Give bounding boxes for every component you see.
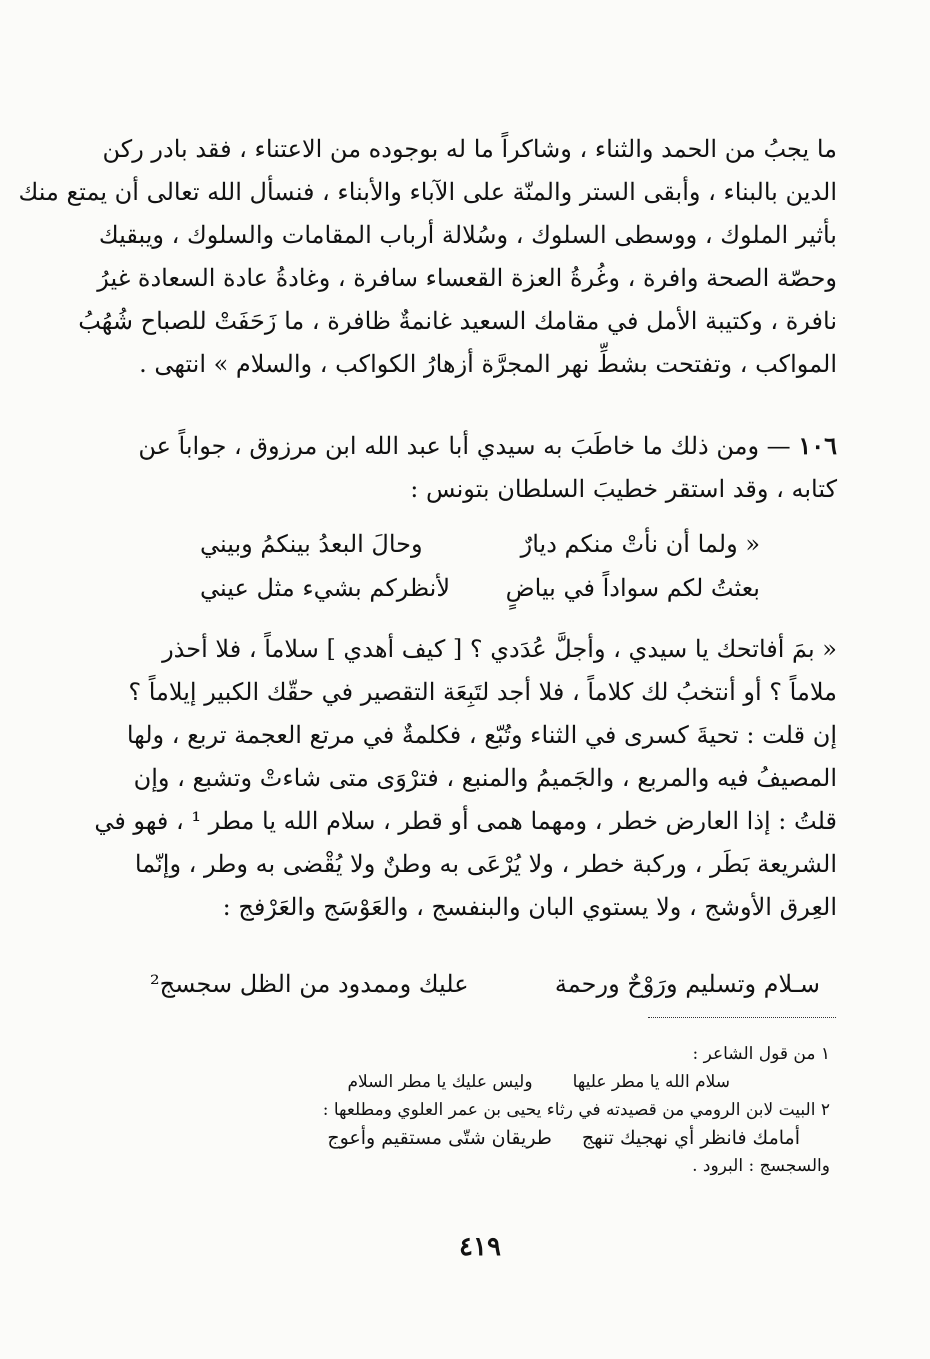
text-line: العِرق الأوشج ، ولا يستوي البان والبنفسج ، والعَوْسَج والعَرْفج :	[222, 893, 837, 921]
footnote-2-gloss: والسجسج : البرود .	[692, 1156, 830, 1176]
text-line: المصيفُ فيه والمربع ، والجَميمُ والمنبع ، فترْوَى متى شاءتْ وتشبع ، وإن	[133, 764, 837, 792]
second-hemistich: طريقان شتّى مستقيم وأعوج	[327, 1127, 552, 1149]
text-line: نافرة ، وكتيبة الأمل في مقامك السعيد غانمةٌ ظافرة ، ما زَحَفَتْ للصباح شُهُبُ	[78, 307, 837, 335]
text-line: الدين بالبناء ، وأبقى الستر والمنّة على الآباء والأبناء ، فنسأل الله تعالى أن يمتع منك	[18, 178, 837, 206]
paragraph-2	[132, 424, 837, 511]
text-line: بأثير الملوك ، ووسطى السلوك ، وسُلالة أرباب المقامات والسلوك ، ويبقيك	[98, 221, 837, 249]
section-number: ١٠٦	[798, 431, 837, 460]
second-hemistich: لأنظركم بشيء مثل عيني	[200, 574, 451, 602]
text-line: كتابه ، وقد استقر خطيبَ السلطان بتونس :	[410, 475, 837, 503]
verse-1	[200, 522, 760, 610]
verse-2	[150, 962, 820, 1006]
first-hemistich: بعثتُ لكم سواداً في بياضٍ	[505, 574, 760, 602]
footnote-separator	[648, 1017, 836, 1018]
text-line: المواكب ، وتفتحت بشطِّ نهر المجرَّة أزهارُ الكواكب ، والسلام » انتهى .	[139, 350, 837, 378]
first-hemistich: « ولما أن نأتْ منكم ديارٌ	[520, 530, 760, 558]
first-hemistich: سـلام وتسليم ورَوْحٌ ورحمة	[554, 970, 820, 998]
footnote-1-verse	[150, 1068, 830, 1096]
second-hemistich: وحالَ البعدُ بينكمُ وبيني	[200, 530, 423, 558]
paragraph-1	[18, 128, 837, 386]
paragraph-3	[94, 628, 837, 929]
first-hemistich: أمامك فانظر أي نهجيك تنهج	[581, 1127, 800, 1149]
verse-row	[200, 566, 760, 610]
footnote-1-intro: ١ من قول الشاعر :	[692, 1044, 830, 1064]
text-line: إن قلت : تحيةَ كسرى في الثناء وتُبّع ، فكلمةٌ في مرتع العجمة تربع ، ولها	[126, 721, 837, 749]
second-hemistich: وليس عليك يا مطر السلام	[347, 1072, 533, 1092]
text-line: قلتُ : إذا العارض خطر ، ومهما همى أو قطر ، سلام الله يا مطر ¹ ، فهو في	[94, 807, 837, 835]
text-fragment: — ومن ذلك ما خاطَبَ به سيدي أبا عبد الله ابن مرزوق ، جواباً عن	[138, 432, 791, 460]
verse-row	[150, 962, 820, 1006]
text-line: ملاماً ؟ أو أنتخبُ لك كلاماً ، فلا أجد لتَبِعَة التقصير في حقّك الكبير إيلاماً ؟	[128, 678, 837, 706]
text-line	[132, 424, 837, 468]
footnote-2-intro: ٢ البيت لابن الرومي من قصيدته في رثاء يحيى بن عمر العلوي ومطلعها :	[322, 1100, 830, 1120]
text-line: « بمَ أفاتحك يا سيدي ، وأجلَّ عُدَدي ؟ [ كيف أهدي ] سلاماً ، فلا أحذر	[162, 635, 837, 663]
second-hemistich: عليك وممدود من الظل سجسج²	[150, 970, 469, 998]
first-hemistich: سلام الله يا مطر عليها	[572, 1072, 730, 1092]
page-number: ٤١٩	[459, 1232, 501, 1262]
verse-row	[200, 522, 760, 566]
text-line: الشريعة بَطَر ، وركبة خطر ، ولا يُرْعَى به وطنٌ ولا يُقْضى به وطر ، وإنّما	[134, 850, 837, 878]
text-line: ما يجبُ من الحمد والثناء ، وشاكراً ما له بوجوده من الاعتناء ، فقد بادر ركن	[102, 135, 837, 163]
footnotes	[150, 1040, 830, 1180]
footnote-2-verse	[150, 1124, 830, 1152]
text-line: وحصّة الصحة وافرة ، وغُرةُ العزة القعساء سافرة ، وغادةُ عادة السعادة غيرُ	[97, 264, 837, 292]
